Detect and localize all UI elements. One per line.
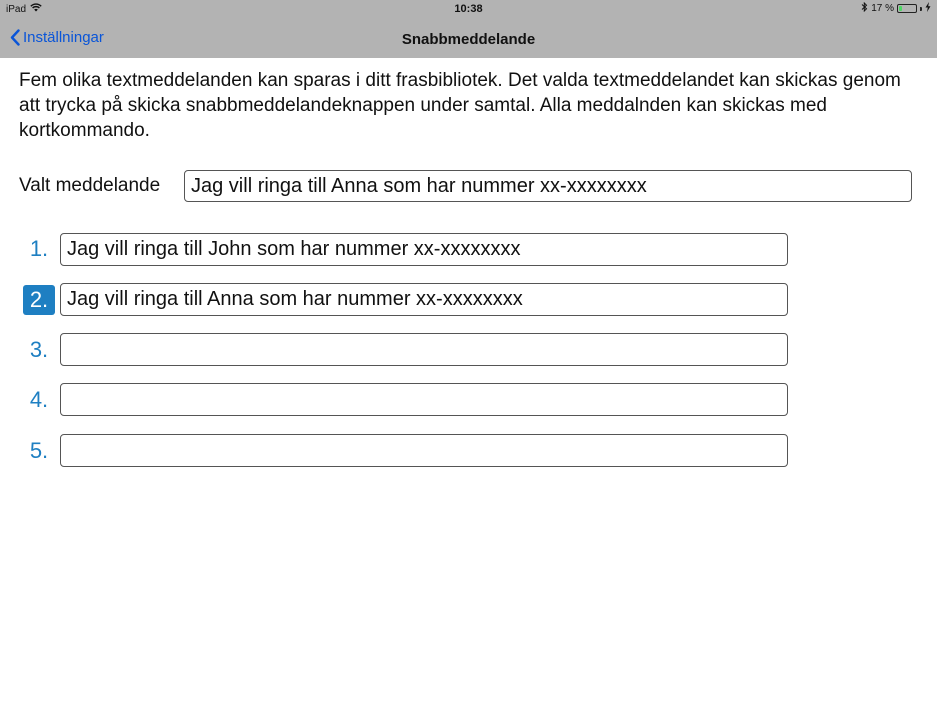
- battery-percent: 17 %: [871, 3, 894, 14]
- phrase-field-5[interactable]: [60, 434, 788, 467]
- phrase-number-3[interactable]: 3.: [29, 337, 49, 362]
- phrase-number-4[interactable]: 4.: [29, 387, 49, 412]
- status-time: 10:38: [454, 3, 483, 15]
- phrase-number-5[interactable]: 5.: [29, 438, 49, 463]
- charging-icon: [925, 2, 931, 15]
- phrase-field-2[interactable]: [60, 283, 788, 316]
- phrase-field-3[interactable]: [60, 333, 788, 366]
- device-name: iPad: [6, 3, 27, 15]
- battery-fill: [899, 6, 902, 11]
- phrase-number-2[interactable]: 2.: [23, 285, 55, 315]
- phrase-field-4[interactable]: [60, 383, 788, 416]
- selected-message-field[interactable]: [184, 170, 912, 202]
- navigation-bar: [0, 0, 937, 58]
- selected-message-label: Valt meddelande: [19, 175, 161, 196]
- back-button-label: Inställningar: [23, 29, 104, 46]
- description-text: Fem olika textmeddelanden kan sparas i ditt frasbibliotek. Det valda textmeddelandet kan skickas genom att trycka på skicka snabbmeddelandeknappen under samtal. Alla meddalnden kan skickas med kortkommando.: [19, 70, 901, 141]
- phrase-number-1[interactable]: 1.: [29, 236, 49, 261]
- status-right: [861, 2, 931, 15]
- phrase-field-1[interactable]: [60, 233, 788, 266]
- bluetooth-icon: [861, 2, 868, 15]
- battery-icon: [897, 4, 917, 13]
- page-title: Snabbmeddelande: [401, 31, 536, 48]
- battery-tip: [920, 7, 922, 11]
